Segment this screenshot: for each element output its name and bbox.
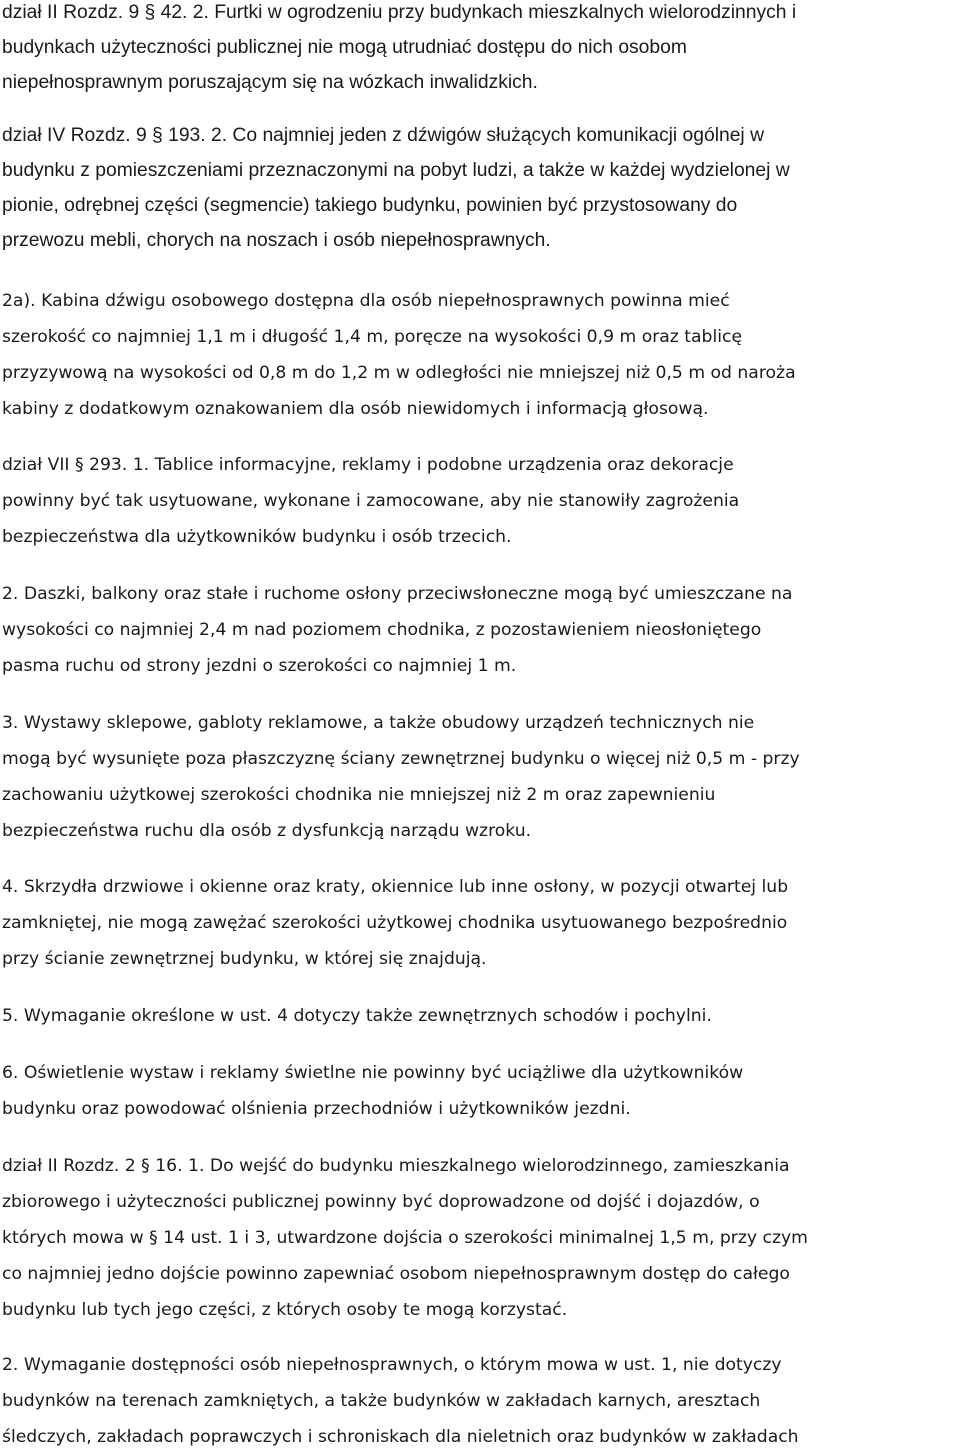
text-line: mogą być wysunięte poza płaszczyznę ściany zewnętrznej budynku o więcej niż 0,5 m - przy — [2, 749, 800, 769]
text-line: niepełnosprawnym poruszającym się na wózkach inwalidzkich. — [2, 72, 538, 93]
text-line: szerokość co najmniej 1,1 m i długość 1,4 m, poręcze na wysokości 0,9 m oraz tablicę — [2, 327, 743, 347]
paragraph-8 — [2, 998, 958, 1034]
text-line: dział II Rozdz. 9 § 42. 2. Furtki w ogrodzeniu przy budynkach mieszkalnych wielorodzinnych i — [2, 2, 797, 23]
text-line: bezpieczeństwa dla użytkowników budynku i osób trzecich. — [2, 527, 512, 547]
paragraph-11 — [2, 1347, 958, 1452]
text-line: budynku oraz powodować olśnienia przechodniów i użytkowników jezdni. — [2, 1099, 631, 1119]
paragraph-1 — [2, 0, 958, 100]
text-line: pasma ruchu od strony jezdni o szerokości co najmniej 1 m. — [2, 656, 517, 676]
text-line: 5. Wymaganie określone w ust. 4 dotyczy także zewnętrznych schodów i pochylni. — [2, 1006, 712, 1026]
text-line: dział VII § 293. 1. Tablice informacyjne, reklamy i podobne urządzenia oraz dekoracje — [2, 455, 734, 475]
text-line: 2a). Kabina dźwigu osobowego dostępna dla osób niepełnosprawnych powinna mieć — [2, 291, 730, 311]
paragraph-4 — [2, 447, 958, 555]
text-line: zamkniętej, nie mogą zawężać szerokości użytkowej chodnika usytuowanego bezpośrednio — [2, 913, 788, 933]
text-line: śledczych, zakładach poprawczych i schroniskach dla nieletnich oraz budynków w zakładach — [2, 1427, 799, 1447]
paragraph-9 — [2, 1055, 958, 1127]
paragraph-5 — [2, 576, 958, 684]
text-line: przewozu mebli, chorych na noszach i osób niepełnosprawnych. — [2, 230, 551, 251]
paragraph-3 — [2, 283, 958, 427]
text-line: 2. Wymaganie dostępności osób niepełnosprawnych, o którym mowa w ust. 1, nie dotyczy — [2, 1355, 782, 1375]
text-line: co najmniej jedno dojście powinno zapewniać osobom niepełnosprawnym dostęp do całego — [2, 1264, 790, 1284]
text-line: zbiorowego i użyteczności publicznej powinny być doprowadzone od dojść i dojazdów, o — [2, 1192, 760, 1212]
text-line: zachowaniu użytkowej szerokości chodnika nie mniejszej niż 2 m oraz zapewnieniu — [2, 785, 716, 805]
text-line: bezpieczeństwa ruchu dla osób z dysfunkcją narządu wzroku. — [2, 821, 532, 841]
text-line: 6. Oświetlenie wystaw i reklamy świetlne nie powinny być uciążliwe dla użytkowników — [2, 1063, 744, 1083]
paragraph-7 — [2, 869, 958, 977]
text-line: 3. Wystawy sklepowe, gabloty reklamowe, a także obudowy urządzeń technicznych nie — [2, 713, 755, 733]
text-line: budynkach użyteczności publicznej nie mogą utrudniać dostępu do nich osobom — [2, 37, 687, 58]
text-line: budynku lub tych jego części, z których osoby te mogą korzystać. — [2, 1300, 568, 1320]
text-line: budynku z pomieszczeniami przeznaczonymi na pobyt ludzi, a także w każdej wydzielonej w — [2, 160, 790, 181]
text-line: przyzywową na wysokości od 0,8 m do 1,2 m w odległości nie mniejszej niż 0,5 m od naroża — [2, 363, 796, 383]
text-line: dział II Rozdz. 2 § 16. 1. Do wejść do budynku mieszkalnego wielorodzinnego, zamieszkania — [2, 1156, 790, 1176]
paragraph-10 — [2, 1148, 958, 1328]
text-line: wysokości co najmniej 2,4 m nad poziomem chodnika, z pozostawieniem nieosłoniętego — [2, 620, 762, 640]
text-line: kabiny z dodatkowym oznakowaniem dla osób niewidomych i informacją głosową. — [2, 399, 709, 419]
text-line: powinny być tak usytuowane, wykonane i zamocowane, aby nie stanowiły zagrożenia — [2, 491, 740, 511]
text-line: pionie, odrębnej części (segmencie) takiego budynku, powinien być przystosowany do — [2, 195, 738, 216]
text-line: 4. Skrzydła drzwiowe i okienne oraz kraty, okiennice lub inne osłony, w pozycji otwartej lub — [2, 877, 789, 897]
text-line: których mowa w § 14 ust. 1 i 3, utwardzone dojścia o szerokości minimalnej 1,5 m, przy czym — [2, 1228, 808, 1248]
paragraph-6 — [2, 705, 958, 849]
text-line: dział IV Rozdz. 9 § 193. 2. Co najmniej jeden z dźwigów służących komunikacji ogólnej w — [2, 125, 764, 146]
text-line: przy ścianie zewnętrznej budynku, w której się znajdują. — [2, 949, 487, 969]
text-line: 2. Daszki, balkony oraz stałe i ruchome osłony przeciwsłoneczne mogą być umieszczane na — [2, 584, 793, 604]
text-line: budynków na terenach zamkniętych, a także budynków w zakładach karnych, aresztach — [2, 1391, 761, 1411]
paragraph-2 — [2, 118, 958, 258]
